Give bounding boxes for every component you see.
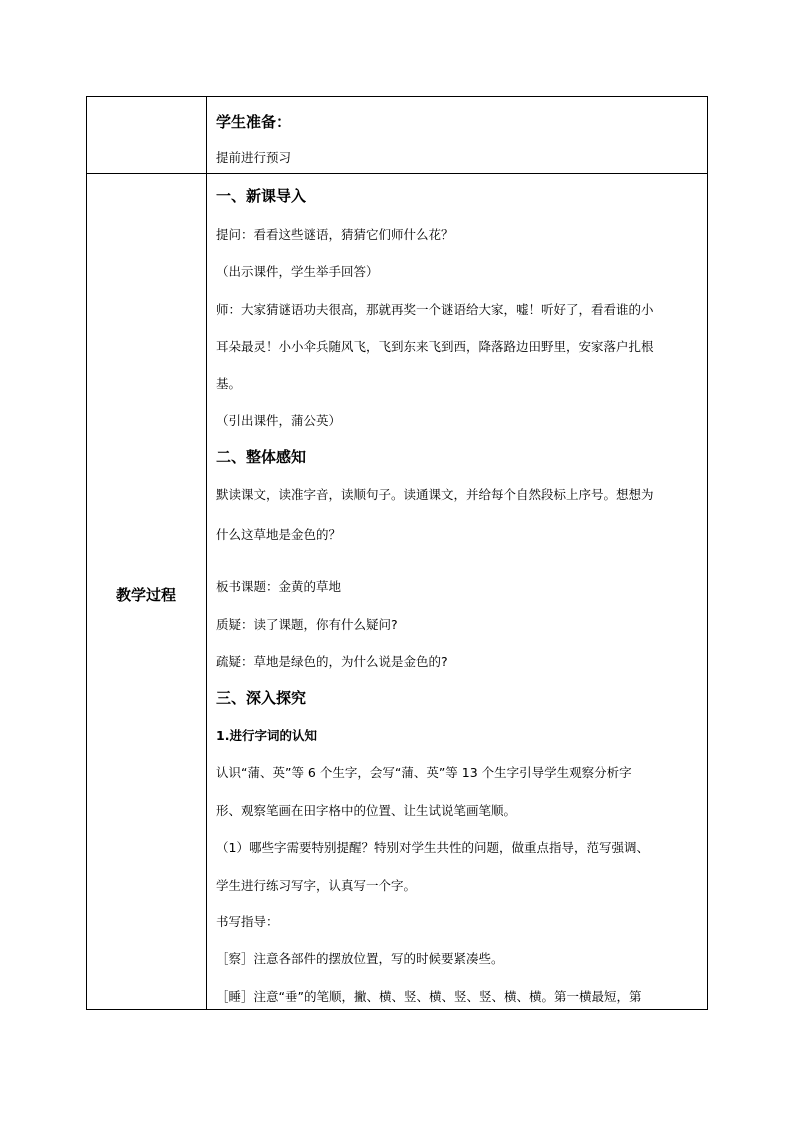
section-3-subheading: 1.进行字词的认知 xyxy=(216,728,317,743)
section-1-text-3: 基。 xyxy=(216,376,242,391)
section-1-text-1: 师：大家猜谜语功夫很高，那就再奖一个谜语给大家，嘘！听好了，看看谁的小 xyxy=(216,302,654,317)
section-2-para-2: 什么这草地是金色的？ xyxy=(216,527,342,542)
section-2-para-4: 质疑：读了课题，你有什么疑问? xyxy=(216,617,398,632)
teaching-process-label: 教学过程 xyxy=(115,586,176,604)
section-2-para-5: 疏疑：草地是绿色的，为什么说是金色的? xyxy=(216,654,448,669)
section-3-para-1: 认识“蒲、英”等 6 个生字，会写“蒲、英”等 13 个生字引导学生观察分析字 xyxy=(216,765,632,780)
section-2-para-3: 板书课题：金黄的草地 xyxy=(216,579,342,594)
section-2-heading: 二、整体感知 xyxy=(216,448,307,466)
section-1-note-1: （出示课件，学生举手回答） xyxy=(216,264,379,279)
section-1-question: 提问：看看这些谜语，猜猜它们师什么花？ xyxy=(216,227,454,242)
section-3-para-3: （1）哪些字需要特别提醒？特别对学生共性的问题，做重点指导，范写强调、 xyxy=(216,840,649,855)
section-3-para-2: 形、观察笔画在田字格中的位置、让生试说笔画笔顺。 xyxy=(216,803,517,818)
section-1-text-2: 耳朵最灵！小小伞兵随风飞，飞到东来飞到西，降落路边田野里，安家落户扎根 xyxy=(216,339,654,354)
section-3-para-6: ［察］注意各部件的摆放位置，写的时候要紧凑些。 xyxy=(216,951,504,966)
section-2-para-1: 默读课文，读准字音，读顺句子。读通课文，并给每个自然段标上序号。想想为 xyxy=(216,487,654,502)
section-1-heading: 一、新课导入 xyxy=(216,187,307,205)
column-divider xyxy=(206,97,207,1009)
student-prep-text: 提前进行预习 xyxy=(216,150,292,165)
section-3-para-5: 书写指导： xyxy=(216,914,279,929)
row-divider xyxy=(87,173,707,174)
section-3-para-4: 学生进行练习写字，认真写一个字。 xyxy=(216,878,417,893)
student-prep-title: 学生准备： xyxy=(216,113,292,131)
section-3-para-7: ［睡］注意“垂”的笔顺，撇、横、竖、横、竖、竖、横、横。第一横最短，第 xyxy=(216,989,642,1004)
section-3-heading: 三、深入探究 xyxy=(216,689,307,707)
section-1-note-2: （引出课件，蒲公英） xyxy=(216,413,342,428)
